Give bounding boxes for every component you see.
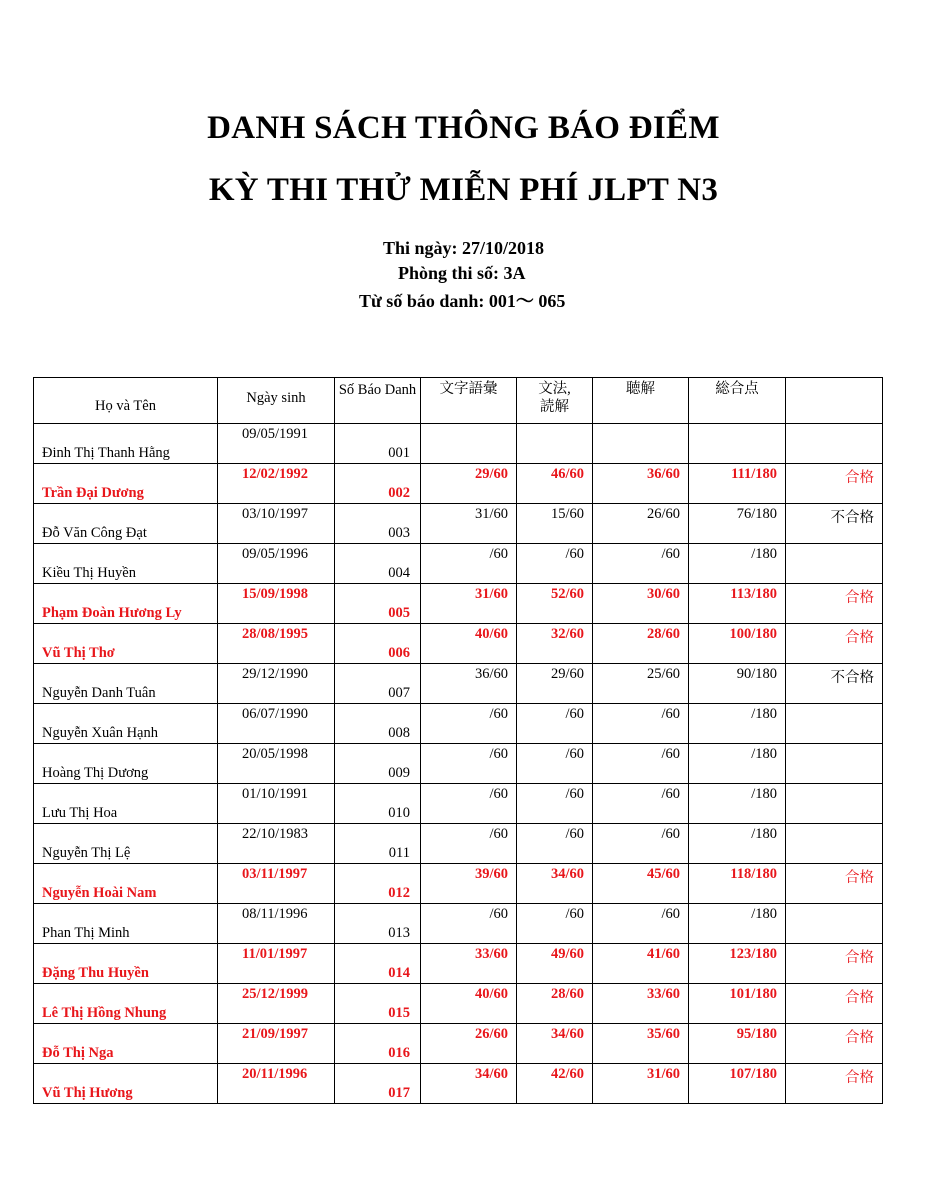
total-score: /180 xyxy=(689,544,786,584)
vocabulary-score: /60 xyxy=(421,544,517,584)
grammar-reading-score: /60 xyxy=(517,824,593,864)
table-row xyxy=(34,504,883,544)
candidate-number: 001 xyxy=(335,424,421,464)
total-score xyxy=(689,424,786,464)
student-name: Lưu Thị Hoa xyxy=(34,784,218,824)
grammar-reading-score: 28/60 xyxy=(517,984,593,1024)
student-name: Vũ Thị Hương xyxy=(34,1064,218,1104)
page-subtitle: KỲ THI THỬ MIỄN PHÍ JLPT N3 xyxy=(208,172,719,208)
candidate-number: 017 xyxy=(335,1064,421,1104)
total-score: 95/180 xyxy=(689,1024,786,1064)
student-name: Hoàng Thị Dương xyxy=(34,744,218,784)
date-of-birth: 08/11/1996 xyxy=(218,904,335,944)
table-row xyxy=(34,1064,883,1104)
vocabulary-score: 36/60 xyxy=(421,664,517,704)
column-header-total: 総合点 xyxy=(689,378,786,424)
grammar-reading-score: /60 xyxy=(517,544,593,584)
student-name: Lê Thị Hồng Nhung xyxy=(34,984,218,1024)
student-name: Trần Đại Dương xyxy=(34,464,218,504)
table-row xyxy=(34,464,883,504)
result-badge: 合格 xyxy=(786,1064,883,1104)
candidate-number: 003 xyxy=(335,504,421,544)
candidate-number: 010 xyxy=(335,784,421,824)
total-score: 76/180 xyxy=(689,504,786,544)
table-row xyxy=(34,1024,883,1064)
date-of-birth: 28/08/1995 xyxy=(218,624,335,664)
result-badge xyxy=(786,544,883,584)
grammar-reading-score xyxy=(517,424,593,464)
table-row xyxy=(34,744,883,784)
total-score: /180 xyxy=(689,904,786,944)
date-of-birth: 06/07/1990 xyxy=(218,704,335,744)
table-row xyxy=(34,984,883,1024)
table-row xyxy=(34,904,883,944)
vocabulary-score: 31/60 xyxy=(421,584,517,624)
vocabulary-score: /60 xyxy=(421,784,517,824)
column-header-name: Họ và Tên xyxy=(34,378,218,424)
vocabulary-score: 34/60 xyxy=(421,1064,517,1104)
candidate-number: 016 xyxy=(335,1024,421,1064)
result-badge: 合格 xyxy=(786,584,883,624)
total-score: 118/180 xyxy=(689,864,786,904)
student-name: Nguyễn Thị Lệ xyxy=(34,824,218,864)
result-badge: 合格 xyxy=(786,864,883,904)
total-score: 101/180 xyxy=(689,984,786,1024)
total-score: /180 xyxy=(689,824,786,864)
date-of-birth: 20/11/1996 xyxy=(218,1064,335,1104)
student-name: Nguyễn Hoài Nam xyxy=(34,864,218,904)
grammar-reading-score: 29/60 xyxy=(517,664,593,704)
listening-score: 41/60 xyxy=(593,944,689,984)
date-of-birth: 09/05/1991 xyxy=(218,424,335,464)
column-header-dob: Ngày sinh xyxy=(218,378,335,424)
listening-score: 28/60 xyxy=(593,624,689,664)
exam-date: Thi ngày: 27/10/2018 xyxy=(383,238,545,258)
candidate-number: 014 xyxy=(335,944,421,984)
column-header-grammar-reading: 文法, 読解 xyxy=(517,378,593,424)
date-of-birth: 29/12/1990 xyxy=(218,664,335,704)
candidate-number: 015 xyxy=(335,984,421,1024)
student-name: Đỗ Văn Công Đạt xyxy=(34,504,218,544)
result-badge xyxy=(786,704,883,744)
listening-score: 35/60 xyxy=(593,1024,689,1064)
result-badge xyxy=(786,424,883,464)
student-name: Đỗ Thị Nga xyxy=(34,1024,218,1064)
total-score: 123/180 xyxy=(689,944,786,984)
candidate-number: 012 xyxy=(335,864,421,904)
grammar-reading-score: /60 xyxy=(517,784,593,824)
student-name: Kiều Thị Huyền xyxy=(34,544,218,584)
grammar-reading-score: /60 xyxy=(517,744,593,784)
listening-score: /60 xyxy=(593,744,689,784)
vocabulary-score: /60 xyxy=(421,704,517,744)
listening-score: /60 xyxy=(593,544,689,584)
listening-score: /60 xyxy=(593,784,689,824)
candidate-number: 004 xyxy=(335,544,421,584)
total-score: 111/180 xyxy=(689,464,786,504)
student-name: Nguyễn Danh Tuân xyxy=(34,664,218,704)
candidate-number: 006 xyxy=(335,624,421,664)
result-badge xyxy=(786,904,883,944)
result-badge: 合格 xyxy=(786,464,883,504)
result-badge xyxy=(786,824,883,864)
date-of-birth: 12/02/1992 xyxy=(218,464,335,504)
grammar-reading-score: /60 xyxy=(517,904,593,944)
total-score: /180 xyxy=(689,704,786,744)
grammar-reading-score: 52/60 xyxy=(517,584,593,624)
listening-score: 36/60 xyxy=(593,464,689,504)
candidate-number: 005 xyxy=(335,584,421,624)
date-of-birth: 01/10/1991 xyxy=(218,784,335,824)
grammar-reading-score: 46/60 xyxy=(517,464,593,504)
result-badge: 合格 xyxy=(786,944,883,984)
grammar-reading-score: 34/60 xyxy=(517,864,593,904)
student-name: Đinh Thị Thanh Hằng xyxy=(34,424,218,464)
grammar-reading-score: 49/60 xyxy=(517,944,593,984)
vocabulary-score: 33/60 xyxy=(421,944,517,984)
score-table-body xyxy=(34,424,883,1104)
candidate-number: 008 xyxy=(335,704,421,744)
total-score: /180 xyxy=(689,744,786,784)
total-score: 90/180 xyxy=(689,664,786,704)
date-of-birth: 03/11/1997 xyxy=(218,864,335,904)
total-score: 113/180 xyxy=(689,584,786,624)
id-range: Từ số báo danh: 001～ 065 xyxy=(359,291,566,311)
vocabulary-score: 26/60 xyxy=(421,1024,517,1064)
result-badge: 合格 xyxy=(786,984,883,1024)
table-row xyxy=(34,824,883,864)
vocabulary-score: 40/60 xyxy=(421,624,517,664)
result-badge xyxy=(786,784,883,824)
grammar-reading-score: 42/60 xyxy=(517,1064,593,1104)
column-header-listening: 聴解 xyxy=(593,378,689,424)
grammar-reading-score: 32/60 xyxy=(517,624,593,664)
column-header-vocabulary: 文字語彙 xyxy=(421,378,517,424)
vocabulary-score xyxy=(421,424,517,464)
date-of-birth: 11/01/1997 xyxy=(218,944,335,984)
date-of-birth: 15/09/1998 xyxy=(218,584,335,624)
table-row xyxy=(34,704,883,744)
candidate-number: 013 xyxy=(335,904,421,944)
vocabulary-score: 31/60 xyxy=(421,504,517,544)
date-of-birth: 22/10/1983 xyxy=(218,824,335,864)
column-header-result xyxy=(786,378,883,424)
student-name: Phạm Đoàn Hương Ly xyxy=(34,584,218,624)
date-of-birth: 09/05/1996 xyxy=(218,544,335,584)
table-row xyxy=(34,584,883,624)
listening-score: 33/60 xyxy=(593,984,689,1024)
listening-score: 25/60 xyxy=(593,664,689,704)
vocabulary-score: /60 xyxy=(421,904,517,944)
result-badge xyxy=(786,744,883,784)
page-title: DANH SÁCH THÔNG BÁO ĐIỂM xyxy=(207,110,720,146)
exam-room: Phòng thi số: 3A xyxy=(398,263,526,283)
result-badge: 不合格 xyxy=(786,504,883,544)
listening-score: 30/60 xyxy=(593,584,689,624)
vocabulary-score: 39/60 xyxy=(421,864,517,904)
listening-score: 31/60 xyxy=(593,1064,689,1104)
table-row xyxy=(34,864,883,904)
date-of-birth: 21/09/1997 xyxy=(218,1024,335,1064)
student-name: Phan Thị Minh xyxy=(34,904,218,944)
table-row xyxy=(34,664,883,704)
student-name: Nguyễn Xuân Hạnh xyxy=(34,704,218,744)
table-row xyxy=(34,424,883,464)
student-name: Vũ Thị Thơ xyxy=(34,624,218,664)
result-badge: 合格 xyxy=(786,1024,883,1064)
total-score: 107/180 xyxy=(689,1064,786,1104)
student-name: Đặng Thu Huyền xyxy=(34,944,218,984)
table-header-row xyxy=(34,378,883,424)
listening-score: /60 xyxy=(593,704,689,744)
listening-score: /60 xyxy=(593,824,689,864)
grammar-reading-score: 15/60 xyxy=(517,504,593,544)
candidate-number: 002 xyxy=(335,464,421,504)
listening-score: 26/60 xyxy=(593,504,689,544)
vocabulary-score: 29/60 xyxy=(421,464,517,504)
date-of-birth: 25/12/1999 xyxy=(218,984,335,1024)
candidate-number: 009 xyxy=(335,744,421,784)
vocabulary-score: /60 xyxy=(421,824,517,864)
result-badge: 不合格 xyxy=(786,664,883,704)
listening-score xyxy=(593,424,689,464)
vocabulary-score: /60 xyxy=(421,744,517,784)
table-row xyxy=(34,784,883,824)
vocabulary-score: 40/60 xyxy=(421,984,517,1024)
date-of-birth: 03/10/1997 xyxy=(218,504,335,544)
table-row xyxy=(34,544,883,584)
grammar-reading-score: /60 xyxy=(517,704,593,744)
listening-score: 45/60 xyxy=(593,864,689,904)
table-row xyxy=(34,944,883,984)
grammar-reading-score: 34/60 xyxy=(517,1024,593,1064)
candidate-number: 007 xyxy=(335,664,421,704)
result-badge: 合格 xyxy=(786,624,883,664)
table-row xyxy=(34,624,883,664)
listening-score: /60 xyxy=(593,904,689,944)
date-of-birth: 20/05/1998 xyxy=(218,744,335,784)
candidate-number: 011 xyxy=(335,824,421,864)
score-table xyxy=(33,377,883,1104)
total-score: 100/180 xyxy=(689,624,786,664)
total-score: /180 xyxy=(689,784,786,824)
column-header-candidate-number: Số Báo Danh xyxy=(335,378,421,424)
